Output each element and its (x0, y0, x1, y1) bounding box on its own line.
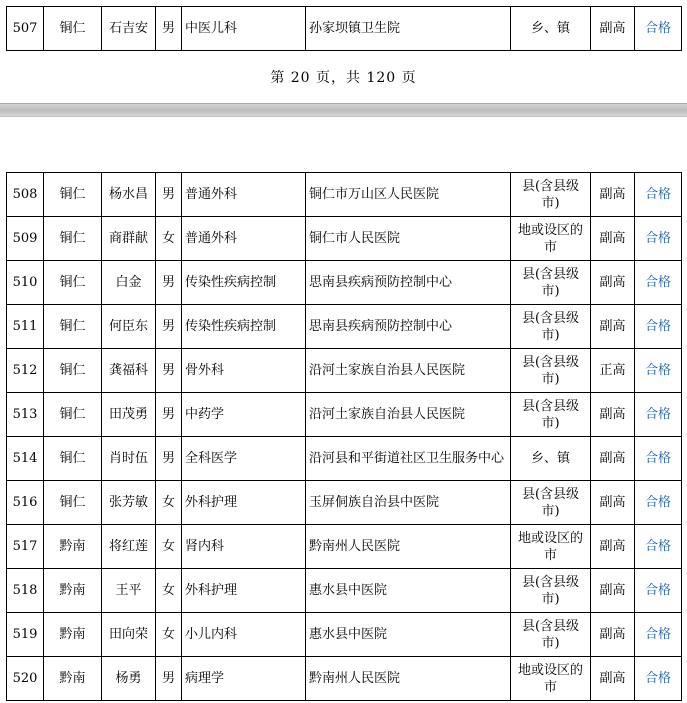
table-row (7, 349, 682, 393)
cell-city: 铜仁 (44, 349, 102, 393)
cell-unit-level: 地或设区的市 (511, 217, 591, 261)
cell-work-unit: 沿河土家族自治县人民医院 (306, 349, 511, 393)
cell-title-level: 副高 (591, 657, 635, 701)
page-separator (0, 103, 687, 117)
cell-title-level: 副高 (591, 569, 635, 613)
cell-result: 合格 (635, 261, 682, 305)
cell-gender: 女 (156, 525, 182, 569)
cell-title-level: 副高 (591, 613, 635, 657)
cell-person-name: 张芳敏 (102, 481, 156, 525)
cell-unit-level: 县(含县级市) (511, 349, 591, 393)
cell-person-name: 杨勇 (102, 657, 156, 701)
cell-title-level: 副高 (591, 437, 635, 481)
table-row (7, 393, 682, 437)
table-row (7, 481, 682, 525)
cell-gender: 男 (156, 349, 182, 393)
cell-unit-level: 县(含县级市) (511, 613, 591, 657)
cell-unit-level: 县(含县级市) (511, 393, 591, 437)
cell-record-number: 508 (7, 173, 44, 217)
cell-title-level: 正高 (591, 349, 635, 393)
cell-specialty: 普通外科 (182, 217, 306, 261)
table-row (7, 217, 682, 261)
table-row (7, 525, 682, 569)
cell-gender: 男 (156, 437, 182, 481)
cell-person-name: 商群献 (102, 217, 156, 261)
cell-city: 铜仁 (44, 481, 102, 525)
table-row (7, 305, 682, 349)
page-number-footer: 第 20 页，共 120 页 (270, 70, 417, 86)
cell-gender: 男 (156, 305, 182, 349)
cell-record-number: 520 (7, 657, 44, 701)
table-row (7, 437, 682, 481)
cell-gender: 男 (156, 7, 182, 51)
cell-work-unit: 惠水县中医院 (306, 569, 511, 613)
table-row (7, 173, 682, 217)
table-row (7, 7, 682, 51)
cell-person-name: 杨水昌 (102, 173, 156, 217)
cell-gender: 男 (156, 173, 182, 217)
cell-record-number: 519 (7, 613, 44, 657)
cell-work-unit: 铜仁市万山区人民医院 (306, 173, 511, 217)
cell-result: 合格 (635, 305, 682, 349)
cell-city: 铜仁 (44, 437, 102, 481)
cell-unit-level: 地或设区的市 (511, 657, 591, 701)
cell-work-unit: 黔南州人民医院 (306, 525, 511, 569)
cell-unit-level: 县(含县级市) (511, 305, 591, 349)
cell-gender: 男 (156, 261, 182, 305)
cell-person-name: 龚福科 (102, 349, 156, 393)
cell-work-unit: 思南县疾病预防控制中心 (306, 261, 511, 305)
cell-specialty: 传染性疾病控制 (182, 261, 306, 305)
cell-specialty: 全科医学 (182, 437, 306, 481)
cell-specialty: 肾内科 (182, 525, 306, 569)
cell-person-name: 石吉安 (102, 7, 156, 51)
cell-unit-level: 县(含县级市) (511, 261, 591, 305)
cell-title-level: 副高 (591, 393, 635, 437)
cell-work-unit: 孙家坝镇卫生院 (306, 7, 511, 51)
cell-title-level: 副高 (591, 173, 635, 217)
cell-unit-level: 地或设区的市 (511, 525, 591, 569)
cell-person-name: 田向荣 (102, 613, 156, 657)
cell-specialty: 外科护理 (182, 481, 306, 525)
cell-specialty: 传染性疾病控制 (182, 305, 306, 349)
table-row (7, 613, 682, 657)
cell-result: 合格 (635, 569, 682, 613)
cell-title-level: 副高 (591, 261, 635, 305)
cell-gender: 女 (156, 569, 182, 613)
table-row (7, 261, 682, 305)
document-page-bottom (0, 117, 687, 703)
cell-result: 合格 (635, 613, 682, 657)
document-page-top (0, 0, 687, 103)
cell-person-name: 将红莲 (102, 525, 156, 569)
cell-result: 合格 (635, 217, 682, 261)
cell-city: 铜仁 (44, 261, 102, 305)
cell-gender: 女 (156, 613, 182, 657)
cell-city: 铜仁 (44, 393, 102, 437)
cell-work-unit: 思南县疾病预防控制中心 (306, 305, 511, 349)
cell-unit-level: 乡、镇 (511, 7, 591, 51)
cell-unit-level: 县(含县级市) (511, 173, 591, 217)
cell-city: 黔南 (44, 613, 102, 657)
cell-result: 合格 (635, 481, 682, 525)
cell-specialty: 小儿内科 (182, 613, 306, 657)
cell-specialty: 外科护理 (182, 569, 306, 613)
cell-gender: 女 (156, 481, 182, 525)
table-row (7, 569, 682, 613)
cell-title-level: 副高 (591, 305, 635, 349)
cell-specialty: 骨外科 (182, 349, 306, 393)
cell-person-name: 王平 (102, 569, 156, 613)
cell-gender: 男 (156, 393, 182, 437)
cell-unit-level: 乡、镇 (511, 437, 591, 481)
cell-person-name: 何臣东 (102, 305, 156, 349)
cell-unit-level: 县(含县级市) (511, 481, 591, 525)
cell-result: 合格 (635, 349, 682, 393)
cell-record-number: 509 (7, 217, 44, 261)
cell-work-unit: 玉屏侗族自治县中医院 (306, 481, 511, 525)
cell-work-unit: 黔南州人民医院 (306, 657, 511, 701)
cell-work-unit: 惠水县中医院 (306, 613, 511, 657)
records-table-top (6, 6, 682, 51)
cell-result: 合格 (635, 393, 682, 437)
cell-result: 合格 (635, 437, 682, 481)
cell-work-unit: 铜仁市人民医院 (306, 217, 511, 261)
cell-result: 合格 (635, 525, 682, 569)
cell-work-unit: 沿河县和平街道社区卫生服务中心 (306, 437, 511, 481)
cell-city: 铜仁 (44, 217, 102, 261)
cell-city: 铜仁 (44, 305, 102, 349)
cell-work-unit: 沿河土家族自治县人民医院 (306, 393, 511, 437)
cell-record-number: 511 (7, 305, 44, 349)
table-row (7, 657, 682, 701)
cell-specialty: 病理学 (182, 657, 306, 701)
cell-result: 合格 (635, 657, 682, 701)
cell-title-level: 副高 (591, 481, 635, 525)
cell-record-number: 514 (7, 437, 44, 481)
cell-city: 铜仁 (44, 173, 102, 217)
cell-person-name: 肖时伍 (102, 437, 156, 481)
cell-person-name: 白金 (102, 261, 156, 305)
cell-title-level: 副高 (591, 217, 635, 261)
cell-unit-level: 县(含县级市) (511, 569, 591, 613)
cell-person-name: 田茂勇 (102, 393, 156, 437)
records-table-bottom (6, 172, 682, 701)
cell-gender: 女 (156, 217, 182, 261)
cell-record-number: 513 (7, 393, 44, 437)
cell-gender: 男 (156, 657, 182, 701)
cell-record-number: 517 (7, 525, 44, 569)
cell-specialty: 普通外科 (182, 173, 306, 217)
cell-city: 铜仁 (44, 7, 102, 51)
cell-record-number: 518 (7, 569, 44, 613)
cell-title-level: 副高 (591, 525, 635, 569)
cell-record-number: 507 (7, 7, 44, 51)
cell-title-level: 副高 (591, 7, 635, 51)
cell-city: 黔南 (44, 657, 102, 701)
cell-city: 黔南 (44, 525, 102, 569)
cell-specialty: 中药学 (182, 393, 306, 437)
cell-result: 合格 (635, 7, 682, 51)
cell-record-number: 510 (7, 261, 44, 305)
cell-result: 合格 (635, 173, 682, 217)
cell-city: 黔南 (44, 569, 102, 613)
cell-specialty: 中医儿科 (182, 7, 306, 51)
cell-record-number: 516 (7, 481, 44, 525)
cell-record-number: 512 (7, 349, 44, 393)
